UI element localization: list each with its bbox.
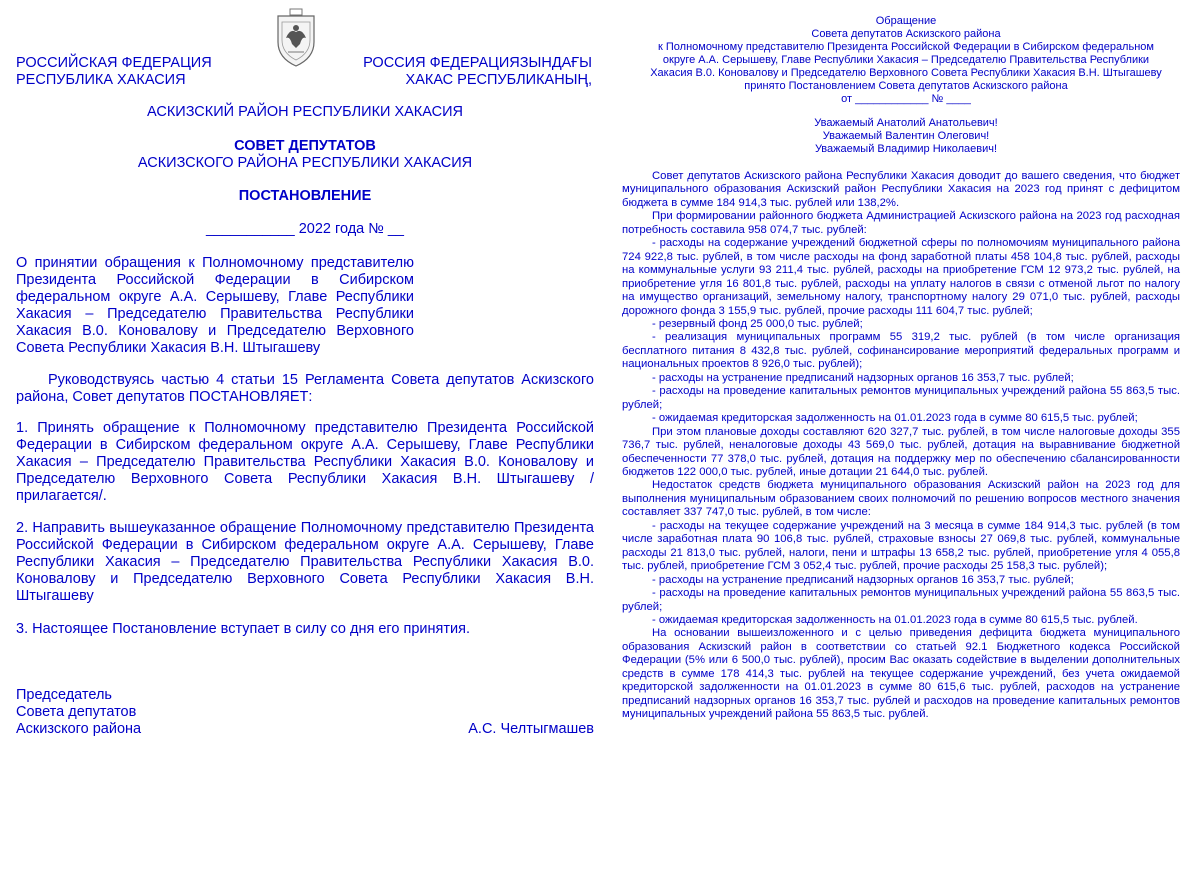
appeal-list-item: - расходы на проведение капитальных ремонтов муниципальных учреждений района 55 863,5 тыс. рублей; [622, 385, 1180, 411]
header-kh-line: РОССИЯ ФЕДЕРАЦИЯЗЫНДАҒЫ [363, 55, 592, 71]
appeal-list-item: - резервный фонд 25 000,0 тыс. рублей; [652, 317, 863, 330]
resolution-item-3: 3. Настоящее Постановление вступает в силу со дня его принятия. [16, 621, 470, 637]
appeal-title: Обращение [875, 15, 937, 27]
council-title: СОВЕТ ДЕПУТАТОВ [234, 138, 376, 154]
appeal-title-line: к Полномочному представителю Президента Российской Федерации в Сибирском федеральном [658, 41, 1154, 53]
appeal-title-line: округе А.А. Серышеву, Главе Республики Хакасия – Председателю Правительства Республики [662, 54, 1150, 66]
header-kh-line: ХАКАС РЕСПУБЛИКАНЫҢ, [405, 72, 592, 88]
header-russian [16, 55, 212, 89]
signature-title-line: Совета депутатов [16, 704, 137, 720]
signature-name: А.С. Челтыгмашев [468, 721, 594, 737]
document-type: ПОСТАНОВЛЕНИЕ [238, 188, 372, 204]
date-number-line: ___________ 2022 года № __ [205, 221, 404, 237]
district-title: АСКИЗСКИЙ РАЙОН РЕСПУБЛИКИ ХАКАСИЯ [147, 104, 463, 120]
appeal-list-item: - расходы на текущее содержание учреждений на 3 месяца в сумме 184 914,3 тыс. рублей (в том числе заработная плата 90 106,8 тыс. рублей, страховые взносы 27 069,8 тыс. рублей, коммунальные расходы 21 813,0 тыс. рублей, налоги, пени и штрафы 13 658,2 тыс. рублей, приобретение угля 4 055,8 тыс. рублей, приобретение ГСМ 3 052,4 тыс. рублей, прочие расходы 25 158,3 тыс. рублей); [622, 519, 1180, 573]
appeal-paragraph: При формировании районного бюджета Администрацией Аскизского района на 2023 год расходная потребность составила 958 074,7 тыс. рублей: [622, 210, 1180, 236]
appeal-list-item: - расходы на содержание учреждений бюджетной сферы по полномочиям муниципального района 724 922,8 тыс. рублей, в том числе расходы на фонд заработной платы 458 104,8 тыс. рублей, расходы на коммунальные услуги 93 211,4 тыс. рублей, расходы на приобретение ГСМ 12 973,2 тыс. рублей, на приобретение угля 16 801,8 тыс. рублей, расходы на уплату налогов в связи с отменой льгот по налогу на имущество организаций, земельному налогу, транспортному налогу 29 071,0 тыс. рублей, расходы дорожного фонда 3 155,9 тыс. рублей, прочие расходы 111 604,7 тыс. рублей; [622, 237, 1180, 317]
appeal-title-line: Совета депутатов Аскизского района [811, 28, 1001, 40]
appeal-list-item: - расходы на устранение предписаний надзорных органов 16 353,7 тыс. рублей; [652, 573, 1074, 586]
appeal-list-item: - расходы на устранение предписаний надзорных органов 16 353,7 тыс. рублей; [652, 371, 1074, 384]
greeting-line: Уважаемый Владимир Николаевич! [814, 143, 998, 155]
appeal-page [612, 0, 1200, 873]
resolution-item-2: 2. Направить вышеуказанное обращение Полномочному представителю Президента Российской Федерации в Сибирском федеральном округе А.А. Серышеву, Главе Республики Хакасия – Председателю Правительства Республики Хакасия В.0. Коновалову и Председателю Верховного Совета Республики Хакасия В.Н. Штыгашеву [16, 520, 594, 604]
signature-title-line: Председатель [16, 687, 112, 703]
resolution-item-1: 1. Принять обращение к Полномочному представителю Президента Российской Федерации в Сибирском федеральном округе А.А. Серышеву, Главе Республики Хакасия – Председателю Правительства Республики Хакасия В.0. Коновалову и Председателю Верховного Совета Республики Хакасия В.Н. Штыгашеву /прилагается/. [16, 420, 594, 504]
header-ru-line: РЕСПУБЛИКА ХАКАСИЯ [16, 72, 186, 88]
appeal-paragraph: На основании вышеизложенного и с целью приведения дефицита бюджета муниципального образования Аскизский район в соответствии со статьей 92.1 Бюджетного кодекса Российской Федерации (5% или 6 500,0 тыс. рублей), просим Вас оказать содействие в выделении дополнительных средств в сумме 178 414,3 тыс. рублей на текущее содержание учреждений, без учета ожидаемой кредиторской задолженности на 01.01.2023 в сумме 80 615,6 тыс. рублей, расходов на устранение предписаний надзорных органов 16 353,7 тыс. рублей и расходов на проведение капитальных ремонтов муниципальных учреждений района 55 863,5 тыс. рублей. [622, 627, 1180, 721]
header-khakas [363, 55, 592, 89]
appeal-list-item: - ожидаемая кредиторская задолженность на 01.01.2023 года в сумме 80 615,5 тыс. рублей. [652, 613, 1138, 626]
resolution-subject: О принятии обращения к Полномочному представителю Президента Российской Федерации в Сибирском федеральном округе А.А. Серышеву, Главе Республики Хакасия – Председателю Правительства Республики Хакасия В.0. Коновалову и Председателю Верховного Совета Республики Хакасия В.Н. Штыгашеву [16, 255, 414, 356]
greeting-line: Уважаемый Анатолий Анатольевич! [814, 117, 998, 129]
signature-block [16, 687, 141, 738]
coat-of-arms-emblem [272, 8, 320, 68]
signature-title-line: Аскизского района [16, 721, 142, 737]
appeal-date-line: от ____________ № ____ [841, 93, 971, 105]
appeal-list-item: - реализация муниципальных программ 55 319,2 тыс. рублей (в том числе организация бесплатного питания 8 432,8 тыс. рублей, софинансирование мероприятий федеральных программ и национальных проектов 8 926,0 тыс. рублей); [622, 331, 1180, 371]
appeal-paragraph: Недостаток средств бюджета муниципального образования Аскизский район на 2023 год для выполнения муниципальным образованием своих полномочий по решению вопросов местного значения составляет 337 747,0 тыс. рублей, в том числе: [622, 479, 1180, 519]
appeal-list-item: - ожидаемая кредиторская задолженность на 01.01.2023 года в сумме 80 615,5 тыс. рублей; [652, 412, 1138, 425]
appeal-title-line: принято Постановлением Совета депутатов Аскизского района [744, 80, 1068, 92]
appeal-paragraph: Совет депутатов Аскизского района Республики Хакасия доводит до вашего сведения, что бюджет муниципального образования Аскизский район Республики Хакасия на 2023 год принят с дефицитом бюджета в сумме 184 914,3 тыс. рублей или 138,2%. [622, 170, 1180, 209]
appeal-list-item: - расходы на проведение капитальных ремонтов муниципальных учреждений района 55 863,5 тыс. рублей; [622, 587, 1180, 613]
appeal-body [622, 170, 1180, 722]
appeal-paragraph: При этом плановые доходы составляют 620 327,7 тыс. рублей, в том числе налоговые доходы 355 736,7 тыс. рублей, неналоговые доходы 43 569,0 тыс. рублей, дотация на выравнивание бюджетной обеспеченности 77 378,0 тыс. рублей, дотация на поддержку мер по обеспечению сбалансированности бюджетов 122 000,0 тыс. рублей, иные дотации 21 644,0 тыс. рублей. [622, 425, 1180, 478]
appeal-title-line: Хакасия В.0. Коновалову и Председателю Верховного Совета Республики Хакасия В.Н. Штыгашеву [650, 67, 1162, 79]
preamble: Руководствуясь частью 4 статьи 15 Регламента Совета депутатов Аскизского района, Совет депутатов ПОСТАНОВЛЯЕТ: [16, 372, 594, 405]
council-subtitle: АСКИЗСКОГО РАЙОНА РЕСПУБЛИКИ ХАКАСИЯ [137, 155, 473, 171]
greeting-line: Уважаемый Валентин Олегович! [822, 130, 990, 142]
header-ru-line: РОССИЙСКАЯ ФЕДЕРАЦИЯ [16, 55, 212, 71]
